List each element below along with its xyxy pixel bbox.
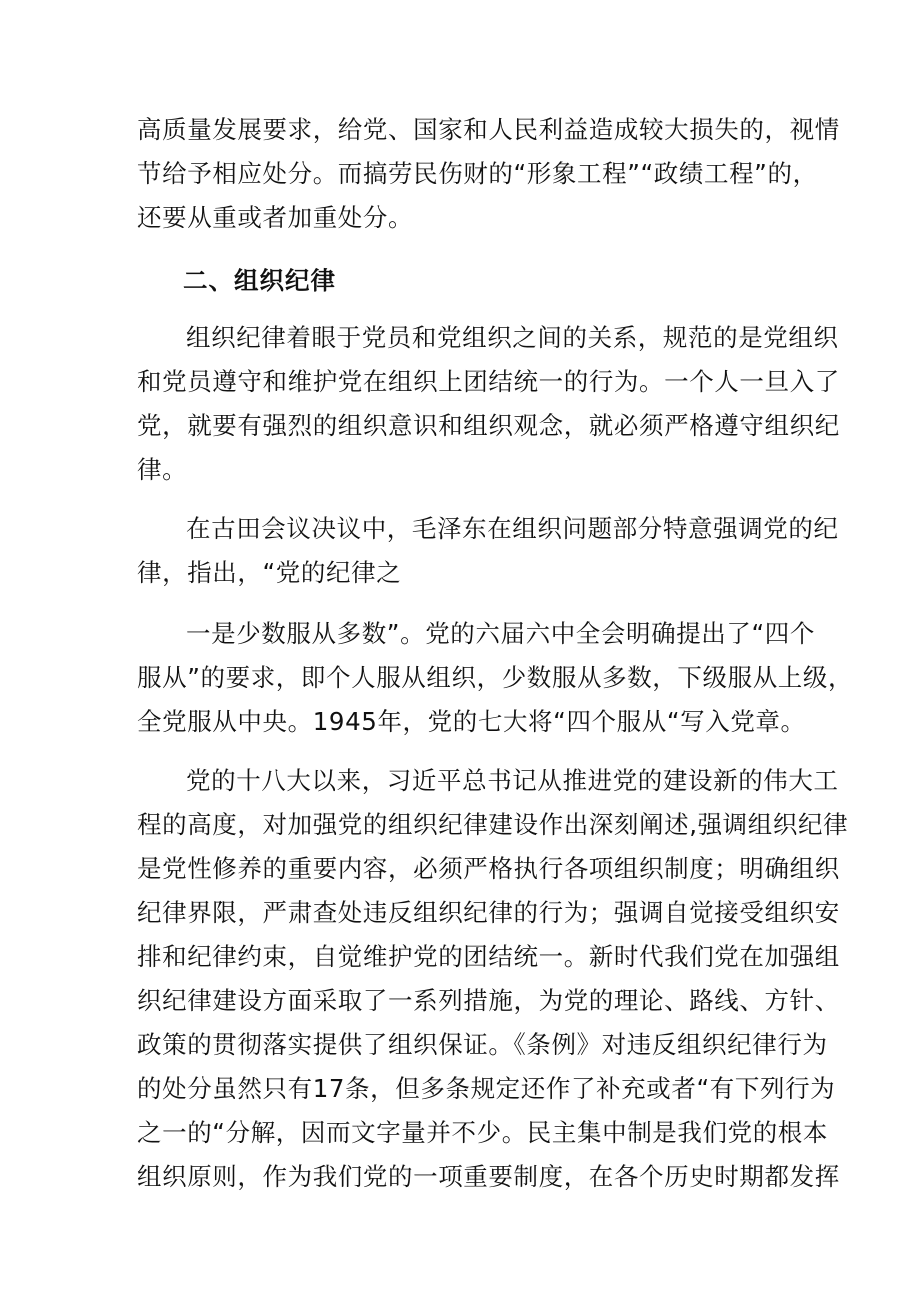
- text-line: 全党服从中央。1945年，党的七大将“四个服从“写入党章。: [137, 707, 806, 736]
- text-line: 排和纪律约束，自觉维护党的团结统一。新时代我们党在加强组: [137, 942, 840, 971]
- text-line: 律，指出，“党的纪律之: [137, 558, 402, 587]
- text-line: 服从”的要求，即个人服从组织，少数服从多数，下级服从上级，: [137, 663, 854, 692]
- text-line: 组织纪律着眼于党员和党组织之间的关系，规范的是党组织: [186, 323, 839, 352]
- section-heading: 二、组织纪律: [183, 266, 336, 295]
- text-line: 组织原则，作为我们党的一项重要制度，在各个历史时期都发挥: [137, 1162, 840, 1191]
- text-line: 高质量发展要求，给党、国家和人民利益造成较大损失的，视情: [137, 115, 840, 144]
- text-line: 一是少数服从多数”。党的六届六中全会明确提出了“四个: [186, 619, 815, 648]
- text-line: 的处分虽然只有17条，但多条规定还作了补充或者“有下列行为: [137, 1074, 836, 1103]
- text-line: 纪律界限，严肃查处违反组织纪律的行为；强调自觉接受组织安: [137, 898, 840, 927]
- text-line: 织纪律建设方面采取了一系列措施，为党的理论、路线、方针、: [137, 986, 840, 1015]
- text-line: 程的高度，对加强党的组织纪律建设作出深刻阐述,强调组织纪律: [137, 810, 849, 839]
- text-line: 政策的贯彻落实提供了组织保证。《条例》对违反组织纪律行为: [137, 1030, 828, 1059]
- text-line: 是党性修养的重要内容，必须严格执行各项组织制度；明确组织: [137, 854, 840, 883]
- text-line: 之一的“分解，因而文字量并不少。民主集中制是我们党的根本: [137, 1118, 828, 1147]
- text-line: 在古田会议决议中，毛泽东在组织问题部分特意强调党的纪: [186, 514, 839, 543]
- text-line: 节给予相应处分。而搞劳民伤财的“形象工程”“政绩工程”的，: [137, 159, 818, 188]
- text-line: 还要从重或者加重处分。: [137, 203, 414, 232]
- text-line: 党的十八大以来，习近平总书记从推进党的建设新的伟大工: [186, 766, 839, 795]
- text-line: 党，就要有强烈的组织意识和组织观念，就必须严格遵守组织纪: [137, 411, 840, 440]
- text-line: 和党员遵守和维护党在组织上团结统一的行为。一个人一旦入了: [137, 367, 840, 396]
- text-line: 律。: [137, 455, 188, 484]
